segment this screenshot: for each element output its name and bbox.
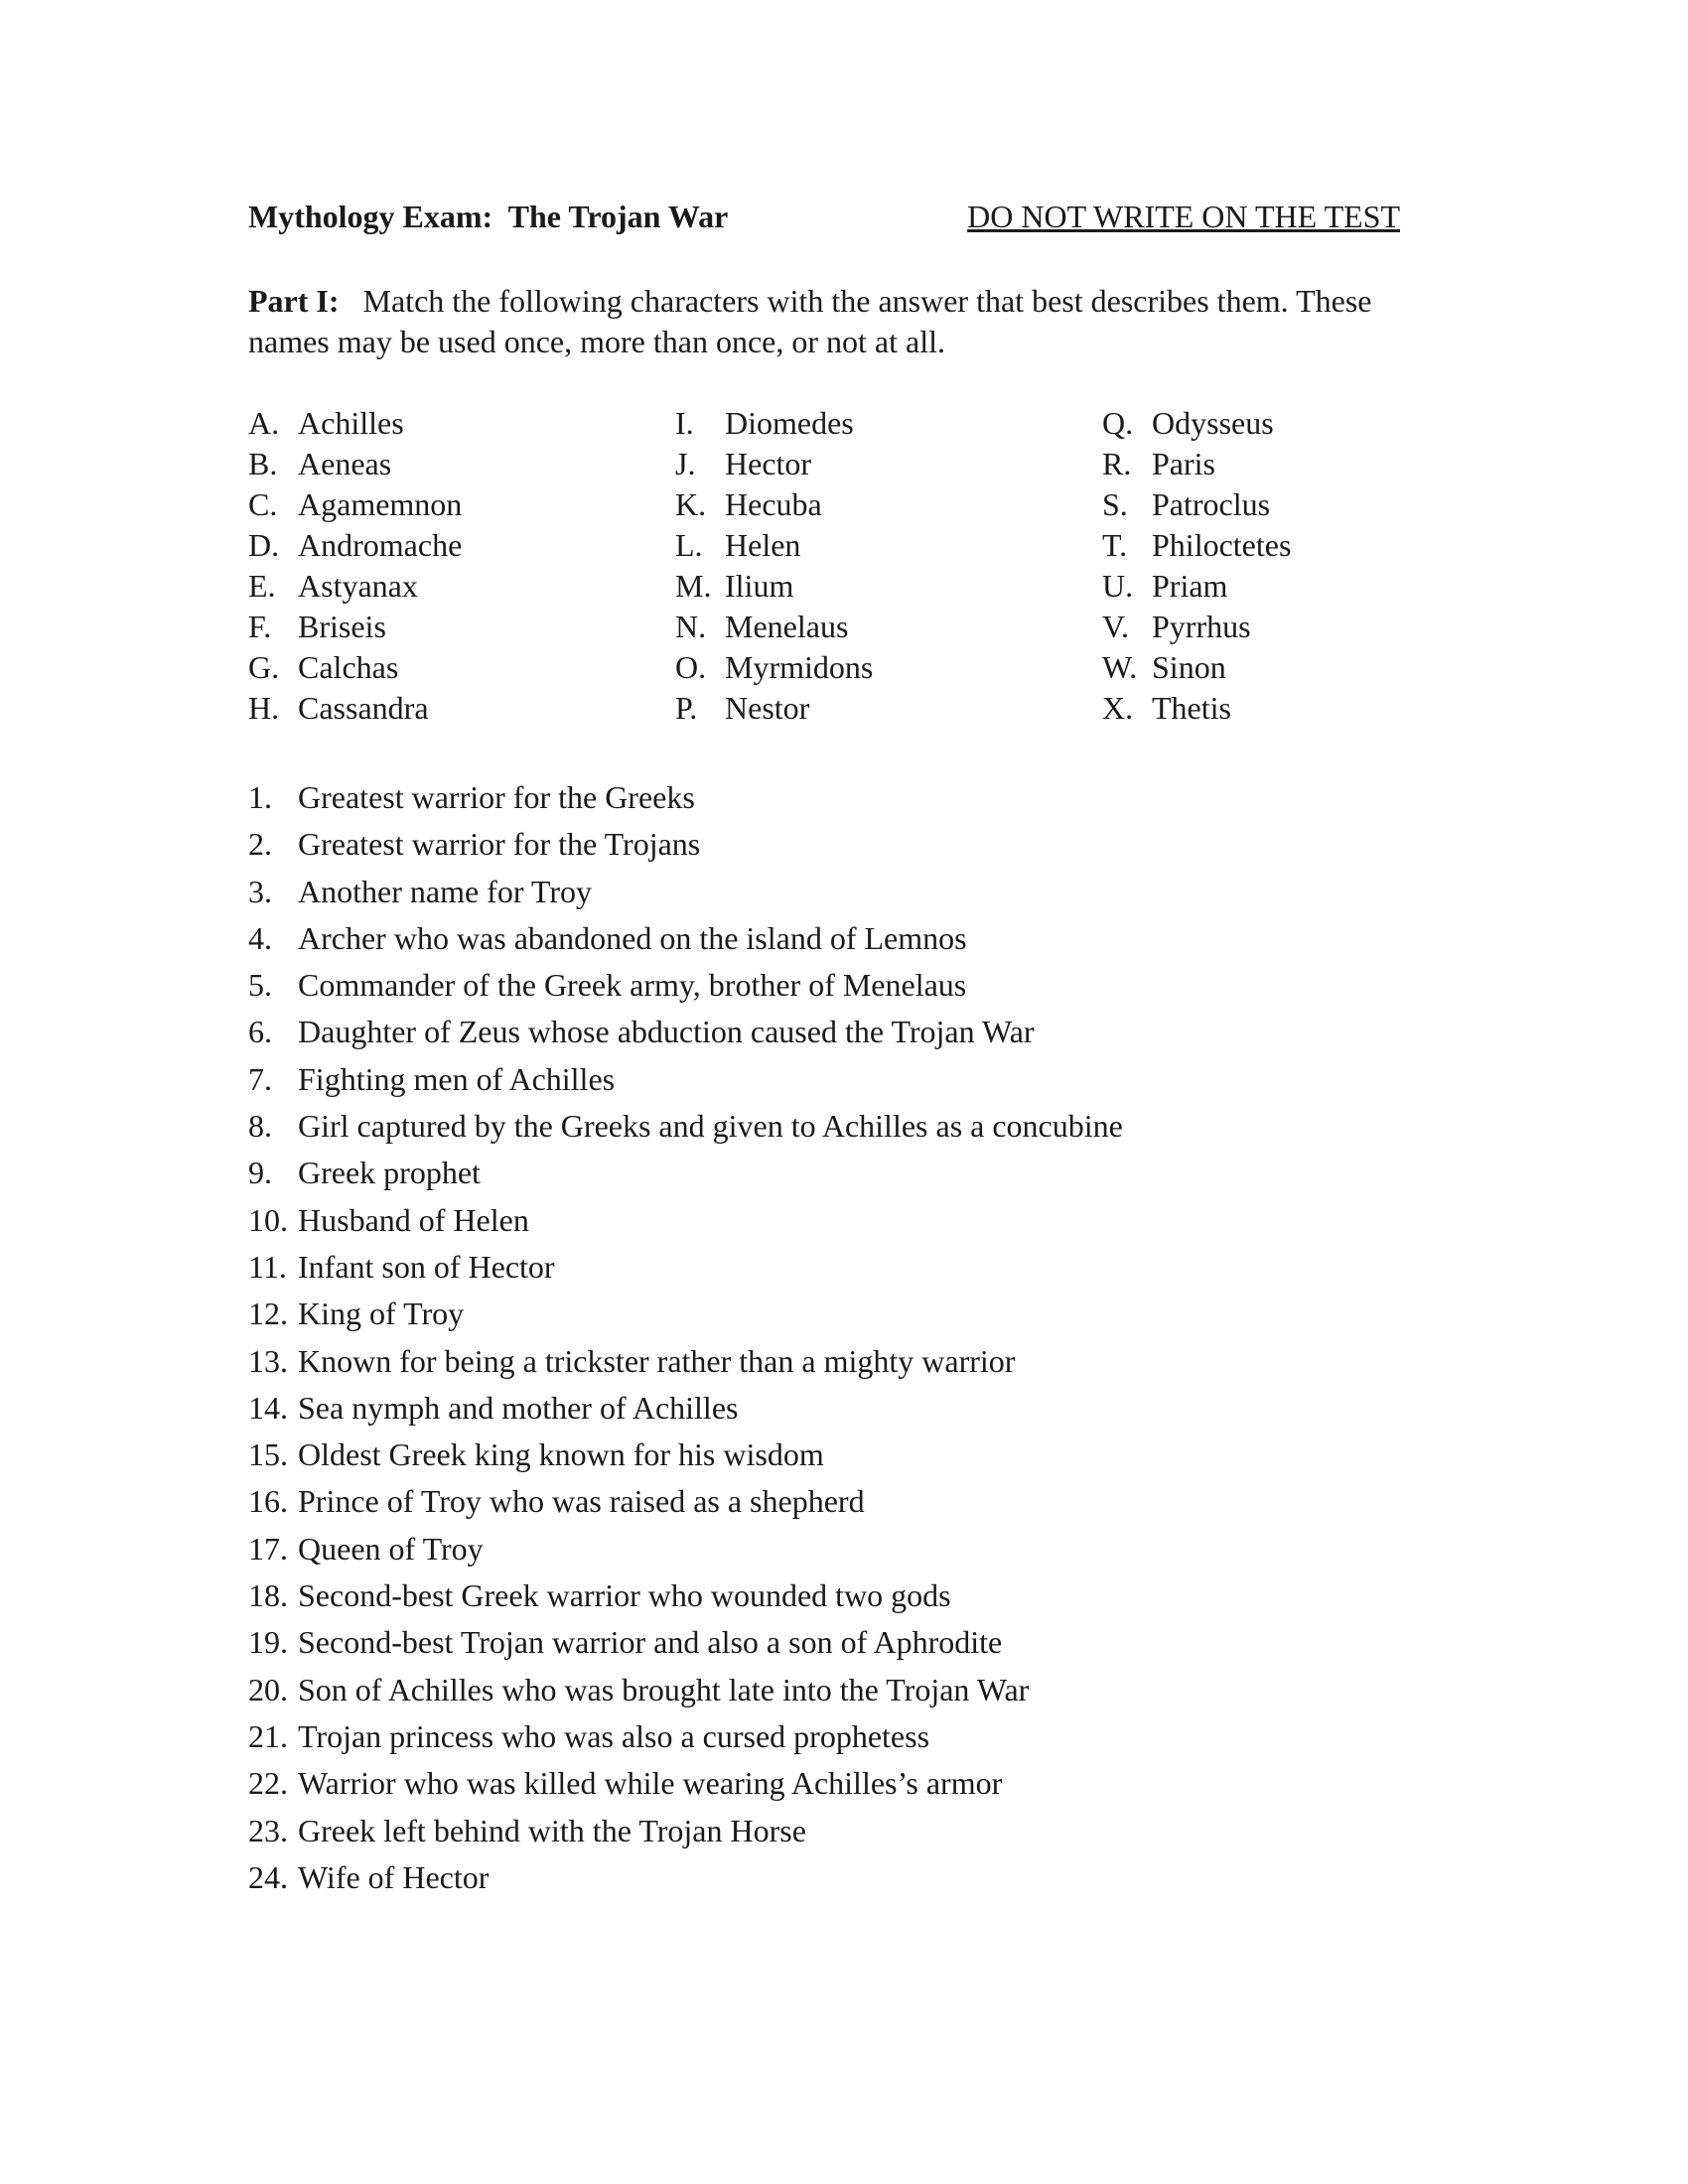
question-item <box>248 1150 1440 1196</box>
question-number: 12. <box>248 1296 288 1332</box>
question-item <box>248 1619 1440 1666</box>
question-text: Son of Achilles who was brought late into the Trojan War <box>298 1671 1030 1707</box>
choice-item <box>1102 566 1519 607</box>
choice-letter: F. <box>248 609 272 644</box>
choice-item <box>248 607 665 647</box>
choice-letter: X. <box>1102 690 1134 726</box>
question-number: 7. <box>248 1060 272 1097</box>
question-item <box>248 915 1440 962</box>
question-number: 24. <box>248 1858 288 1895</box>
instructions-text: Match the following characters with the answer that best describes them. These names may be used once, more than once, or not at all. <box>248 283 1372 359</box>
choice-letter: R. <box>1102 446 1132 481</box>
choice-letter: V. <box>1102 609 1129 644</box>
question-text: Prince of Troy who was raised as a shepherd <box>298 1483 865 1520</box>
question-number: 15. <box>248 1436 288 1473</box>
question-item <box>248 1854 1440 1901</box>
choice-item <box>1102 688 1519 729</box>
question-number: 1. <box>248 779 272 815</box>
part-label: Part I: <box>248 283 340 319</box>
choice-item <box>675 403 1092 444</box>
question-number: 20. <box>248 1671 288 1707</box>
choice-column-2 <box>675 403 1092 729</box>
choice-name: Priam <box>1152 568 1228 604</box>
question-number: 2. <box>248 826 272 863</box>
question-item <box>248 962 1440 1009</box>
warning-notice: DO NOT WRITE ON THE TEST <box>967 199 1400 234</box>
choice-letter: K. <box>675 486 707 522</box>
choice-name: Myrmidons <box>725 649 874 685</box>
choice-name: Calchas <box>298 649 399 685</box>
question-text: Sea nymph and mother of Achilles <box>298 1389 739 1426</box>
choice-name: Briseis <box>298 609 386 644</box>
choice-item <box>675 484 1092 525</box>
question-item <box>248 1760 1440 1807</box>
question-number: 8. <box>248 1108 272 1145</box>
question-item <box>248 1432 1440 1478</box>
question-list <box>248 774 1440 1901</box>
choice-column-1 <box>248 403 665 729</box>
question-number: 17. <box>248 1530 288 1567</box>
choice-name: Diomedes <box>725 405 854 441</box>
choice-letter: T. <box>1102 527 1128 563</box>
question-text: Archer who was abandoned on the island of Lemnos <box>298 919 967 956</box>
choice-item <box>1102 444 1519 484</box>
question-text: Another name for Troy <box>298 873 592 909</box>
question-text: Greek prophet <box>298 1155 481 1191</box>
choice-letter: G. <box>248 649 280 685</box>
choice-letter: Q. <box>1102 405 1134 441</box>
choice-name: Patroclus <box>1152 486 1271 522</box>
question-number: 3. <box>248 873 272 909</box>
choice-name: Thetis <box>1152 690 1231 726</box>
choice-item <box>1102 403 1519 444</box>
choice-name: Menelaus <box>725 609 849 644</box>
question-number: 13. <box>248 1342 288 1379</box>
choice-letter: I. <box>675 405 694 441</box>
question-text: Second-best Greek warrior who wounded two gods <box>298 1577 951 1614</box>
question-text: Warrior who was killed while wearing Achilles’s armor <box>298 1765 1003 1802</box>
question-number: 22. <box>248 1765 288 1802</box>
choice-name: Cassandra <box>298 690 429 726</box>
question-text: Greek left behind with the Trojan Horse <box>298 1812 806 1848</box>
question-item <box>248 1526 1440 1572</box>
choice-column-3 <box>1102 403 1519 729</box>
choice-name: Aeneas <box>298 446 392 481</box>
question-number: 5. <box>248 967 272 1004</box>
question-number: 18. <box>248 1577 288 1614</box>
choice-letter: C. <box>248 486 278 522</box>
choice-item <box>1102 525 1519 566</box>
choice-item <box>675 525 1092 566</box>
question-item <box>248 1103 1440 1150</box>
exam-title: Mythology Exam: The Trojan War <box>248 199 729 234</box>
choice-letter: M. <box>675 568 712 604</box>
choice-letter: E. <box>248 568 276 604</box>
question-text: Fighting men of Achilles <box>298 1060 616 1097</box>
choice-name: Hector <box>725 446 812 481</box>
choice-item <box>248 403 665 444</box>
choice-item <box>1102 484 1519 525</box>
choice-letter: J. <box>675 446 696 481</box>
choice-name: Nestor <box>725 690 810 726</box>
question-number: 23. <box>248 1812 288 1848</box>
question-number: 16. <box>248 1483 288 1520</box>
question-item <box>248 1197 1440 1244</box>
question-number: 19. <box>248 1624 288 1661</box>
question-item <box>248 774 1440 821</box>
choice-name: Odysseus <box>1152 405 1274 441</box>
question-item <box>248 1478 1440 1525</box>
question-text: Greatest warrior for the Greeks <box>298 779 695 815</box>
choice-item <box>1102 647 1519 688</box>
question-text: Infant son of Hector <box>298 1248 555 1285</box>
choice-letter: H. <box>248 690 280 726</box>
question-number: 6. <box>248 1014 272 1050</box>
choice-item <box>1102 607 1519 647</box>
choice-name: Philoctetes <box>1152 527 1292 563</box>
question-item <box>248 1056 1440 1103</box>
choice-name: Astyanax <box>298 568 418 604</box>
question-text: Queen of Troy <box>298 1530 484 1567</box>
choice-name: Hecuba <box>725 486 822 522</box>
choice-letter: U. <box>1102 568 1134 604</box>
choice-item <box>675 688 1092 729</box>
question-text: Wife of Hector <box>298 1858 490 1895</box>
question-text: Known for being a trickster rather than a mighty warrior <box>298 1342 1016 1379</box>
question-text: Girl captured by the Greeks and given to Achilles as a concubine <box>298 1108 1123 1145</box>
choice-item <box>248 688 665 729</box>
question-number: 10. <box>248 1201 288 1238</box>
choice-name: Ilium <box>725 568 794 604</box>
choice-letter: D. <box>248 527 280 563</box>
choice-item <box>248 647 665 688</box>
choice-letter: L. <box>675 527 703 563</box>
choice-name: Paris <box>1152 446 1215 481</box>
question-text: Second-best Trojan warrior and also a son of Aphrodite <box>298 1624 1003 1661</box>
question-text: Commander of the Greek army, brother of Menelaus <box>298 967 967 1004</box>
choice-name: Achilles <box>298 405 404 441</box>
choice-letter: P. <box>675 690 698 726</box>
question-text: Greatest warrior for the Trojans <box>298 826 701 863</box>
question-number: 4. <box>248 919 272 956</box>
choice-item <box>248 444 665 484</box>
question-item <box>248 1009 1440 1055</box>
choice-name: Pyrrhus <box>1152 609 1251 644</box>
question-text: Daughter of Zeus whose abduction caused the Trojan War <box>298 1014 1035 1050</box>
question-item <box>248 1338 1440 1385</box>
choice-name: Helen <box>725 527 801 563</box>
choice-name: Agamemnon <box>298 486 463 522</box>
question-item <box>248 1667 1440 1713</box>
choice-name: Andromache <box>298 527 463 563</box>
question-number: 11. <box>248 1248 287 1285</box>
question-number: 9. <box>248 1155 272 1191</box>
choice-item <box>675 444 1092 484</box>
question-item <box>248 1244 1440 1291</box>
choice-letter: N. <box>675 609 707 644</box>
exam-header <box>248 199 1400 242</box>
question-item <box>248 1291 1440 1337</box>
question-item <box>248 1572 1440 1619</box>
question-text: Oldest Greek king known for his wisdom <box>298 1436 824 1473</box>
question-number: 21. <box>248 1717 288 1754</box>
question-item <box>248 1808 1440 1854</box>
choice-item <box>248 484 665 525</box>
part-one-instructions <box>248 281 1440 362</box>
choice-letter: S. <box>1102 486 1128 522</box>
question-item <box>248 1385 1440 1432</box>
choice-item <box>248 525 665 566</box>
question-text: Husband of Helen <box>298 1201 529 1238</box>
question-text: King of Troy <box>298 1296 465 1332</box>
choice-item <box>675 566 1092 607</box>
choice-letter: A. <box>248 405 280 441</box>
choice-letter: B. <box>248 446 278 481</box>
question-item <box>248 1713 1440 1760</box>
choice-name: Sinon <box>1152 649 1226 685</box>
question-item <box>248 821 1440 868</box>
choice-item <box>248 566 665 607</box>
question-number: 14. <box>248 1389 288 1426</box>
choice-letter: W. <box>1102 649 1138 685</box>
choice-item <box>675 607 1092 647</box>
question-text: Trojan princess who was also a cursed prophetess <box>298 1717 930 1754</box>
choice-item <box>675 647 1092 688</box>
question-item <box>248 869 1440 915</box>
choice-letter: O. <box>675 649 707 685</box>
